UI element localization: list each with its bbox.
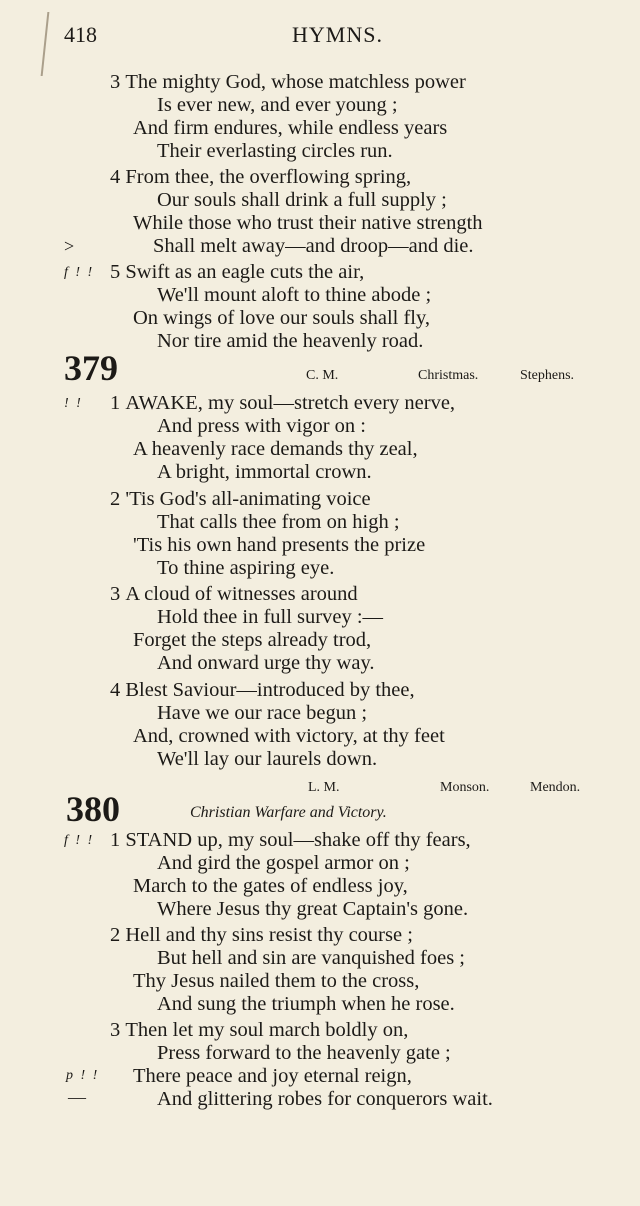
stanza-line: 1 AWAKE, my soul—stretch every nerve, <box>110 392 456 414</box>
stanza-line: That calls thee from on high ; <box>157 511 400 533</box>
stanza-line: And press with vigor on : <box>157 415 366 437</box>
stanza-line: Where Jesus thy great Captain's gone. <box>157 898 469 920</box>
tune-name: Christmas. <box>418 368 479 383</box>
stanza-line: And sung the triumph when he rose. <box>157 993 455 1015</box>
page-header <box>0 22 640 52</box>
stanza-line: March to the gates of endless joy, <box>133 875 408 897</box>
hymn-title: Christian Warfare and Victory. <box>190 804 387 821</box>
stanza-line: And glittering robes for conquerors wait. <box>157 1088 493 1110</box>
stanza-line: On wings of love our souls shall fly, <box>133 307 431 329</box>
hymn-number: 380 <box>66 789 120 829</box>
stanza-number: 5 <box>110 261 121 283</box>
tune-name: Stephens. <box>520 368 575 383</box>
stanza-number: 2 <box>110 924 121 946</box>
stanza-line: And, crowned with victory, at thy feet <box>133 725 445 747</box>
meter-label: C. M. <box>306 368 339 383</box>
dynamic-mark: f ! ! <box>64 833 95 848</box>
stanza-line: We'll mount aloft to thine abode ; <box>157 284 432 306</box>
dynamic-mark: > <box>64 236 77 256</box>
dynamic-mark: p ! ! <box>66 1068 100 1083</box>
stanza-number: 2 <box>110 488 121 510</box>
stanza-line: And gird the gospel armor on ; <box>157 852 410 874</box>
stanza-line: Their everlasting circles run. <box>157 140 393 162</box>
stanza-line: Forget the steps already trod, <box>133 629 372 651</box>
stanza-line: Hold thee in full survey :— <box>157 606 384 628</box>
stanza-line: 3 A cloud of witnesses around <box>110 583 358 605</box>
stanza-line: A heavenly race demands thy zeal, <box>133 438 418 460</box>
stanza-line: 4 Blest Saviour—introduced by thee, <box>110 679 415 701</box>
stanza-line: A bright, immortal crown. <box>157 461 372 483</box>
stanza-number: 4 <box>110 679 121 701</box>
stanza-line: 3 Then let my soul march boldly on, <box>110 1019 409 1041</box>
stanza-line: 5 Swift as an eagle cuts the air, <box>110 261 365 283</box>
stanza-line: 1 STAND up, my soul—shake off thy fears, <box>110 829 471 851</box>
dynamic-mark: ! ! <box>64 396 83 411</box>
stanza-line: Is ever new, and ever young ; <box>157 94 398 116</box>
stanza-line: 3 The mighty God, whose matchless power <box>110 71 466 93</box>
dynamic-mark: — <box>68 1087 88 1107</box>
stanza-line: Shall melt away—and droop—and die. <box>153 235 474 257</box>
stanza-line: And firm endures, while endless years <box>133 117 448 139</box>
stanza-line: But hell and sin are vanquished foes ; <box>157 947 466 969</box>
stanza-line: 4 From thee, the overflowing spring, <box>110 166 412 188</box>
stanza-line: Press forward to the heavenly gate ; <box>157 1042 451 1064</box>
stanza-line: 2 'Tis God's all-animating voice <box>110 488 371 510</box>
meter-label: L. M. <box>308 780 340 795</box>
stanza-line: Thy Jesus nailed them to the cross, <box>133 970 420 992</box>
stanza-line: And onward urge thy way. <box>157 652 375 674</box>
stanza-line: To thine aspiring eye. <box>157 557 335 579</box>
page-number: 418 <box>64 22 97 47</box>
stanza-number: 1 <box>110 392 121 414</box>
stanza-number: 4 <box>110 166 121 188</box>
stanza-line: Have we our race begun ; <box>157 702 368 724</box>
tune-name: Mendon. <box>530 780 581 795</box>
stanza-line: Nor tire amid the heavenly road. <box>157 330 424 352</box>
stanza-line: 'Tis his own hand presents the prize <box>133 534 426 556</box>
stanza-line: There peace and joy eternal reign, <box>133 1065 412 1087</box>
stanza-line: Our souls shall drink a full supply ; <box>157 189 447 211</box>
running-head: HYMNS. <box>292 22 383 47</box>
stanza-line: We'll lay our laurels down. <box>157 748 378 770</box>
stanza-line: While those who trust their native strength <box>133 212 483 234</box>
stanza-number: 3 <box>110 1019 121 1041</box>
stanza-number: 3 <box>110 71 121 93</box>
stanza-number: 3 <box>110 583 121 605</box>
hymn-number: 379 <box>64 348 118 388</box>
stanza-number: 1 <box>110 829 121 851</box>
tune-name: Monson. <box>440 780 490 795</box>
dynamic-mark: f ! ! <box>64 265 95 280</box>
stanza-line: 2 Hell and thy sins resist thy course ; <box>110 924 413 946</box>
